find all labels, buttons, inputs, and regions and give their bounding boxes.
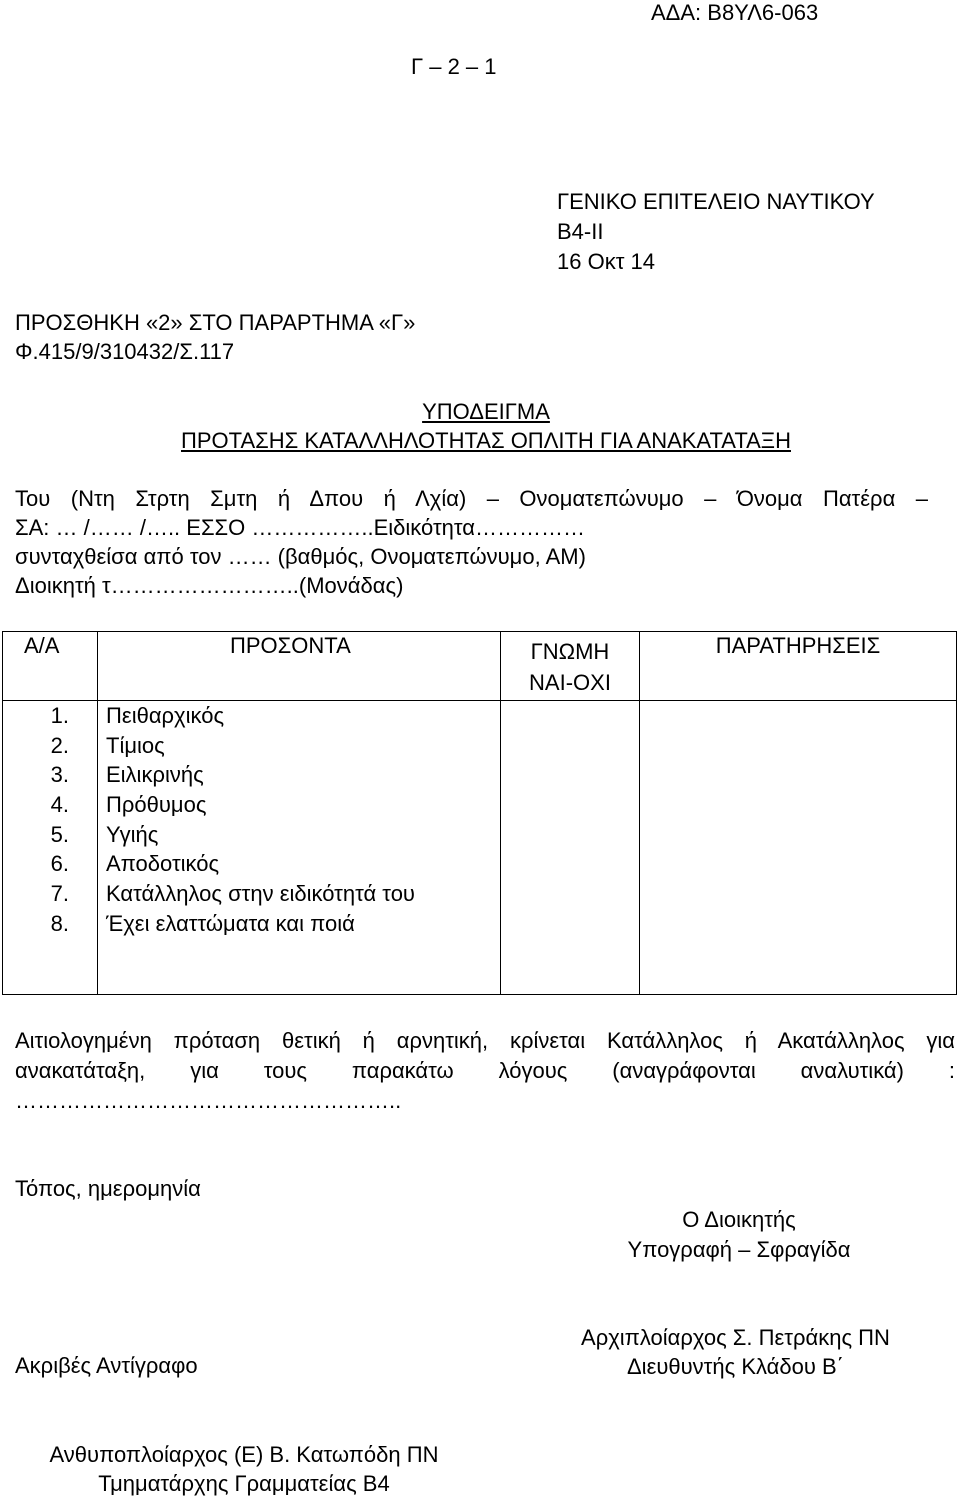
secretary-block (0, 1440, 488, 1498)
table-header-row (3, 632, 957, 701)
justification-line-1: Αιτιολογημένη πρόταση θετική ή αρνητική, κρίνεται Κατάλληλος ή Ακατάλληλος για (15, 1028, 955, 1053)
heading-title: ΥΠΟΔΕΙΓΜΑ (422, 399, 550, 424)
justification-dots: …………………………………………….. (15, 1088, 402, 1113)
intro-line-2: ΣΑ: … /…… /….. ΕΣΣΟ ……………..Ειδικότητα…………… (15, 515, 585, 540)
row-number: 2. (50, 732, 69, 758)
quality-item: Αποδοτικός (106, 851, 220, 877)
intro-paragraph (15, 484, 928, 600)
annex-ref: Φ.415/9/310432/Σ.117 (15, 339, 235, 364)
issuer-branch: Β4-ΙΙ (557, 219, 604, 244)
quality-item: Ειλικρινής (106, 762, 204, 788)
opinion-cell[interactable] (501, 701, 640, 995)
issuer-block (557, 187, 875, 277)
row-number: 3. (50, 762, 69, 788)
header-remarks: ΠΑΡΑΤΗΡΗΣΕΙΣ (640, 632, 957, 701)
quality-item: Πειθαρχικός (106, 703, 225, 728)
row-number: 4. (50, 792, 69, 818)
page-code: Γ – 2 – 1 (411, 54, 497, 79)
header-aa: Α/Α (3, 632, 98, 701)
director-block (548, 1323, 923, 1381)
row-number: 7. (50, 881, 69, 907)
intro-line-4: Διοικητή τ……………………..(Μονάδας) (15, 573, 404, 598)
quality-item: Πρόθυμος (106, 792, 207, 818)
ada-code: ΑΔΑ: Β8ΥΛ6-063 (651, 0, 819, 25)
secretary-role: Τμηματάρχης Γραμματείας Β4 (98, 1471, 390, 1496)
justification-line-2: ανακατάταξη, για τους παρακάτω λόγους (αναγράφονται αναλυτικά) : (15, 1058, 955, 1083)
commander-sign: Υπογραφή – Σφραγίδα (627, 1237, 851, 1262)
commander-title: Ο Διοικητής (682, 1207, 796, 1232)
row-number: 5. (50, 821, 69, 847)
row-number: 6. (50, 851, 69, 877)
issuer-date: 16 Οκτ 14 (557, 249, 655, 274)
heading-subtitle: ΠΡΟΤΑΣΗΣ ΚΑΤΑΛΛΗΛΟΤΗΤΑΣ ΟΠΛΙΤΗ ΓΙΑ ΑΝΑΚΑΤΑΤΑΞΗ (181, 428, 791, 453)
intro-line-3: συνταχθείσα από τον …… (βαθμός, Ονοματεπώνυμο, ΑΜ) (15, 544, 586, 569)
header-opinion: ΓΝΩΜΗ ΝΑΙ-ΟΧΙ (501, 632, 640, 701)
header-qualities: ΠΡΟΣΟΝΤΑ (98, 632, 501, 701)
director-name: Αρχιπλοίαρχος Σ. Πετράκης ΠΝ (581, 1325, 890, 1350)
heading-block (0, 397, 960, 455)
qualities-cell (98, 701, 501, 995)
commander-block (600, 1205, 878, 1265)
quality-item: Τίμιος (106, 732, 165, 758)
quality-item: Κατάλληλος στην ειδικότητά του (106, 881, 415, 907)
remarks-cell[interactable] (640, 701, 957, 995)
intro-line-1: Του (Ντη Στρτη Σμτη ή Δπου ή Λχία) – Ονοματεπώνυμο – Όνομα Πατέρα – (15, 486, 928, 511)
annex-title: ΠΡΟΣΘΗΚΗ «2» ΣΤΟ ΠΑΡΑΡΤΗΜΑ «Γ» (15, 310, 416, 335)
qualities-table (2, 631, 957, 995)
certified-copy: Ακριβές Αντίγραφο (15, 1353, 198, 1378)
annex-block (15, 308, 415, 366)
row-number: 8. (50, 910, 69, 936)
secretary-name: Ανθυποπλοίαρχος (Ε) Β. Κατωπόδη ΠΝ (49, 1442, 439, 1467)
director-role: Διευθυντής Κλάδου Β΄ (626, 1354, 844, 1379)
quality-item: Έχει ελαττώματα και ποιά (106, 910, 355, 936)
row-number: 1. (50, 703, 69, 728)
numbers-cell (3, 701, 98, 995)
place-date: Τόπος, ημερομηνία (15, 1176, 201, 1201)
justification-paragraph (15, 1026, 955, 1116)
issuer-name: ΓΕΝΙΚΟ ΕΠΙΤΕΛΕΙΟ ΝΑΥΤΙΚΟΥ (557, 189, 875, 214)
quality-item: Υγιής (106, 821, 159, 847)
table-body-row (3, 701, 957, 995)
